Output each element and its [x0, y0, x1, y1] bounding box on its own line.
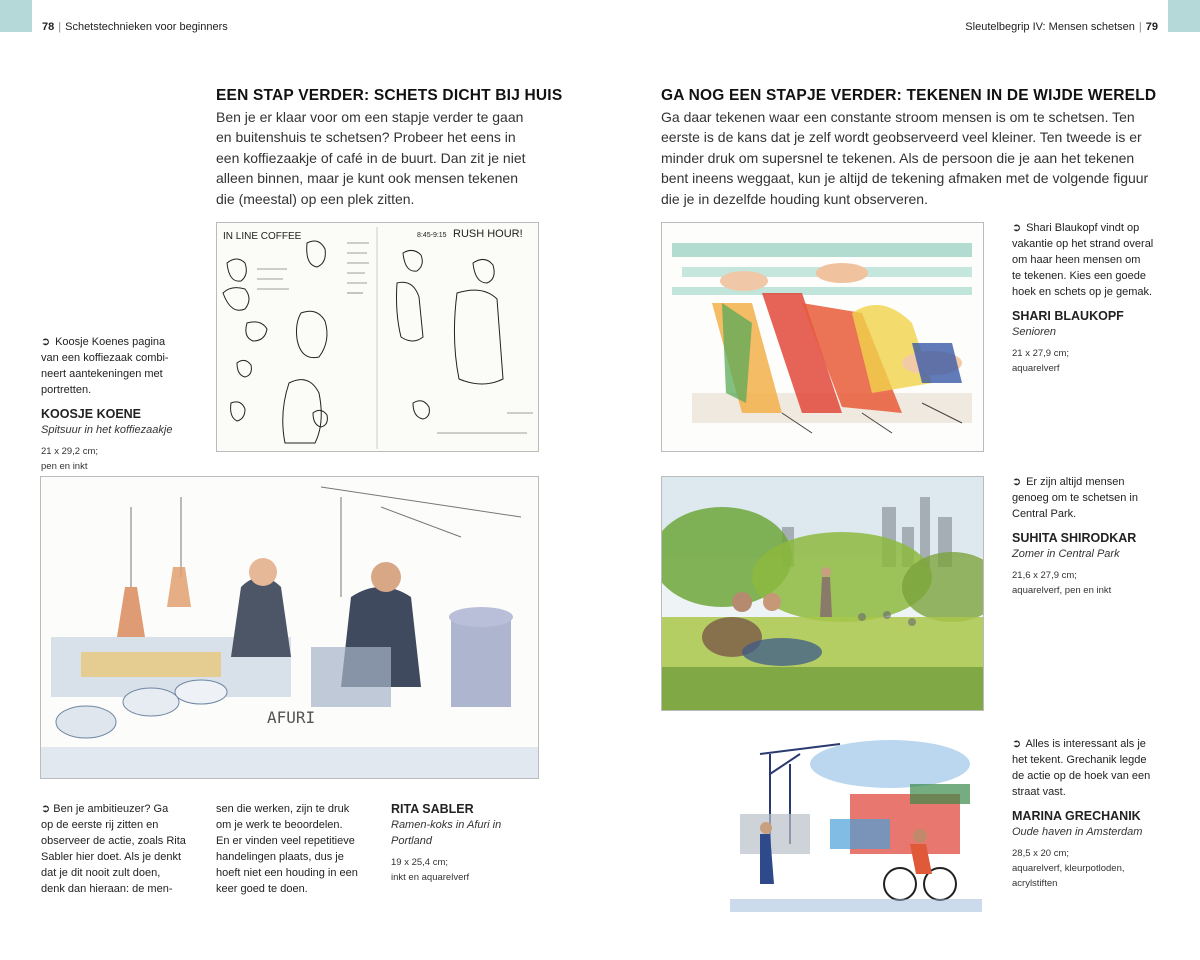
artwork-size: 28,5 x 20 cm; — [1012, 848, 1070, 859]
bottom-text-col2 — [216, 801, 358, 897]
corner-tab-left — [0, 0, 32, 32]
caption-line: de actie op de hoek van een — [1012, 770, 1151, 782]
artwork-medium: inkt en aquarelverf — [391, 872, 470, 883]
caption-arrow-icon: ➲ — [41, 336, 51, 348]
caption-line: portretten. — [41, 384, 92, 396]
body-line: minder druk om supersnel te tekenen. Als de persoon die je aan het tekenen — [661, 149, 1135, 166]
shirodkar-park-illustration — [661, 476, 984, 711]
caption-line: Alles is interessant als je — [1025, 738, 1146, 750]
artwork-medium: aquarelverf, kleurpotloden, — [1012, 863, 1125, 874]
artwork-title: Senioren — [1012, 326, 1057, 338]
shirodkar-caption — [1012, 474, 1138, 598]
blaukopf-svg — [662, 223, 983, 451]
bottom-text-line: op de eerste rij zitten en — [41, 819, 159, 831]
rush-hour-text: RUSH HOUR! — [453, 228, 523, 240]
bottom-text-line: om je werk te beoordelen. — [216, 819, 343, 831]
artist-name: SHARI BLAUKOPF — [1012, 309, 1124, 323]
artwork-medium: acrylstiften — [1012, 878, 1058, 889]
body-line: een koffiezaakje of café in de buurt. Dan zit je niet — [216, 149, 526, 166]
caption-line: Shari Blaukopf vindt op — [1026, 222, 1140, 234]
artwork-size: 19 x 25,4 cm; — [391, 857, 449, 868]
caption-line: Central Park. — [1012, 508, 1077, 520]
left-section-body — [216, 107, 526, 209]
bottom-text-line: denk dan hieraan: de men- — [41, 883, 173, 895]
artist-name: SUHITA SHIRODKAR — [1012, 531, 1137, 545]
caption-arrow-icon: ➲ — [41, 803, 51, 815]
body-line: eerste is de kans dat je zelf wordt geobserveerd veel kleiner. Ten tweede is er — [661, 129, 1142, 146]
afuri-kitchen-illustration — [40, 476, 539, 779]
book-title: Schetstechnieken voor beginners — [65, 21, 228, 33]
body-line: alleen binnen, maar je kunt ook mensen tekenen — [216, 170, 518, 187]
bottom-text-line: En er vinden veel repetitieve — [216, 835, 355, 847]
body-line: die je in dezelfde houding kunt observeren. — [661, 190, 928, 207]
caption-line: vakantie op het strand overal — [1012, 238, 1154, 250]
caption-line: Koosje Koenes pagina — [55, 336, 166, 348]
body-line: bent ineens weggaat, kun je altijd de tekening afmaken met de volgende figuur — [661, 170, 1149, 187]
bottom-text-line: handelingen plaats, dus je — [216, 851, 344, 863]
caption-arrow-icon: ➲ — [1012, 738, 1022, 750]
afuri-sign-text: AFURI — [267, 708, 316, 727]
body-line: Ga daar tekenen waar een constante stroom mensen is om te schetsen. Ten — [661, 109, 1135, 125]
koene-caption — [41, 334, 172, 474]
artwork-medium: aquarelverf, pen en inkt — [1012, 585, 1112, 596]
corner-tab-right — [1168, 0, 1200, 32]
artist-name: RITA SABLER — [391, 802, 474, 816]
grechanik-caption — [1012, 736, 1150, 891]
bottom-text-line: sen die werken, zijn te druk — [216, 803, 350, 815]
artwork-title: Spitsuur in het koffiezaakje — [41, 424, 173, 436]
caption-line: om haar heen mensen om — [1012, 254, 1141, 266]
artwork-title: Portland — [391, 835, 432, 847]
page-number-right: 79 — [1145, 21, 1158, 33]
caption-line: genoeg om te schetsen in — [1012, 492, 1138, 504]
right-section-body — [661, 107, 1148, 209]
blaukopf-beach-illustration — [661, 222, 984, 452]
running-head-left: 78 | Schetstechnieken voor beginners — [42, 21, 228, 33]
body-line: en buitenshuis te schetsen? Probeer het eens in — [216, 129, 516, 146]
sabler-caption — [391, 793, 501, 885]
blaukopf-caption — [1012, 220, 1153, 376]
page-number-left: 78 — [42, 21, 55, 33]
chapter-label: Sleutelbegrip IV: — [965, 21, 1046, 33]
caption-line: hoek en schets op je gemak. — [1012, 286, 1153, 298]
shirodkar-svg — [662, 477, 983, 710]
koene-sketchbook-illustration — [216, 222, 539, 452]
grechanik-svg — [730, 734, 982, 912]
left-section-heading: EEN STAP VERDER: SCHETS DICHT BIJ HUIS — [216, 87, 563, 104]
artist-name: KOOSJE KOENE — [41, 407, 142, 421]
right-section-heading: GA NOG EEN STAPJE VERDER: TEKENEN IN DE WIJDE WERELD — [661, 87, 1157, 104]
running-head-right: Sleutelbegrip IV: Mensen schetsen | 79 — [965, 21, 1158, 33]
bottom-text-line: hoeft niet een houding in een — [216, 867, 358, 879]
bottom-text-line: Sabler hier doet. Als je denkt — [41, 851, 182, 863]
caption-line: het tekent. Grechanik legde — [1012, 754, 1147, 766]
caption-line: te tekenen. Kies een goede — [1012, 270, 1146, 282]
inline-coffee-text: IN LINE COFFEE — [223, 231, 302, 242]
bottom-text-line: observeer de actie, zoals Rita — [41, 835, 186, 847]
bottom-text-line: dat je dit nooit zult doen, — [41, 867, 161, 879]
caption-line: straat vast. — [1012, 786, 1066, 798]
caption-line: neert aantekeningen met — [41, 368, 163, 380]
artist-name: MARINA GRECHANIK — [1012, 809, 1141, 823]
bottom-text-line: Ben je ambitieuzer? Ga — [53, 803, 169, 815]
artwork-title: Oude haven in Amsterdam — [1012, 826, 1143, 838]
artwork-medium: pen en inkt — [41, 461, 88, 472]
chapter-title: Mensen schetsen — [1048, 21, 1135, 33]
bottom-text-line: keer goed te doen. — [216, 883, 308, 895]
body-line: die (meestal) op een plek zitten. — [216, 190, 415, 207]
artwork-title: Ramen-koks in Afuri in — [391, 819, 502, 831]
artwork-size: 21 x 27,9 cm; — [1012, 348, 1070, 359]
body-line: Ben je er klaar voor om een stapje verder te gaan — [216, 109, 524, 125]
grechanik-harbour-illustration — [730, 734, 982, 912]
caption-arrow-icon: ➲ — [1012, 222, 1022, 234]
caption-line: Er zijn altijd mensen — [1026, 476, 1125, 488]
afuri-sketch-svg — [41, 477, 538, 778]
artwork-size: 21 x 29,2 cm; — [41, 446, 99, 457]
bottom-text-col1 — [41, 801, 186, 897]
koene-sketch-svg — [217, 223, 538, 451]
artwork-medium: aquarelverf — [1012, 363, 1060, 374]
caption-line: van een koffiezaak combi- — [41, 352, 169, 364]
caption-arrow-icon: ➲ — [1012, 476, 1022, 488]
artwork-size: 21,6 x 27,9 cm; — [1012, 570, 1077, 581]
time-range-text: 8:45-9:15 — [417, 232, 447, 239]
artwork-title: Zomer in Central Park — [1012, 548, 1120, 560]
